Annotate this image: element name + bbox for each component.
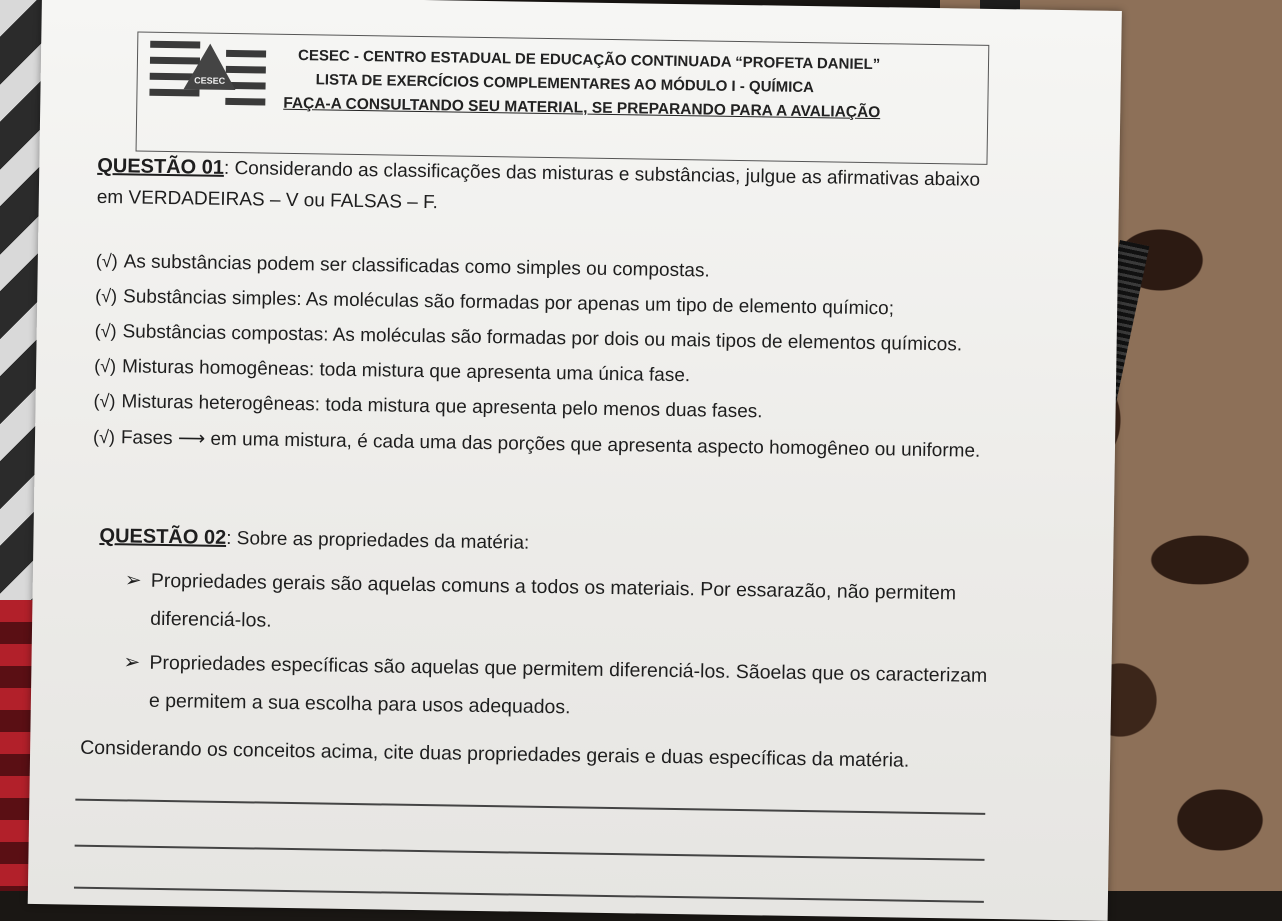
property-general-line1: Propriedades gerais são aquelas comuns a todos os materiais. Por essarazão, não permitem (150, 569, 957, 605)
statement-text: Fases ⟶ em uma mistura, é cada uma das porções que apresenta aspecto homogêneo ou uniforme. (120, 427, 981, 462)
question-02-prompt-text: : Sobre as propriedades da matéria: (226, 527, 530, 554)
bullet-arrow: ➢ (123, 651, 141, 674)
statement-item (93, 391, 762, 424)
statement-text: Substâncias simples: As moléculas são formadas por apenas um tipo de elemento químico; (122, 286, 895, 320)
statement-item (96, 251, 710, 283)
question-01-prompt-line2: em VERDADEIRAS – V ou FALSAS – F. (96, 186, 439, 214)
logo-stripe (149, 89, 199, 97)
statement-text: Misturas homogêneas: toda mistura que apresenta uma única fase. (121, 356, 691, 387)
answer-line[interactable] (74, 887, 984, 903)
logo-stripe (225, 98, 265, 106)
checkmark-answer: (√) (94, 320, 117, 342)
answer-line[interactable] (75, 845, 985, 861)
worksheet-instruction: FAÇA-A CONSULTANDO SEU MATERIAL, SE PREPARANDO PARA A AVALIAÇÃO (283, 94, 881, 122)
statement-item (95, 321, 963, 357)
school-logo (145, 39, 266, 113)
question-02-task: Considerando os conceitos acima, cite duas propriedades gerais e duas específicas da matéria. (79, 736, 910, 772)
question-01-title: QUESTÃO 01 (97, 154, 225, 179)
checkmark-answer: (√) (93, 390, 116, 412)
logo-text: CESEC (194, 75, 226, 86)
worksheet-subtitle: LISTA DE EXERCÍCIOS COMPLEMENTARES AO MÓDULO I - QUÍMICA (315, 71, 815, 97)
statement-text: As substâncias podem ser classificadas como simples ou compostas. (123, 251, 710, 282)
statement-text: Misturas heterogêneas: toda mistura que apresenta pelo menos duas fases. (121, 391, 763, 423)
statement-item (95, 286, 894, 321)
checkmark-answer: (√) (95, 250, 118, 272)
question-02-title: QUESTÃO 02 (99, 524, 227, 549)
worksheet-header (136, 32, 990, 165)
statement-item (93, 426, 981, 463)
answer-line[interactable] (75, 799, 985, 815)
question-02-prompt (99, 525, 529, 555)
property-specific-line1: Propriedades específicas são aquelas que permitem diferenciá-los. Sãoelas que os caracterizam (149, 651, 988, 687)
school-name: CESEC - CENTRO ESTADUAL DE EDUCAÇÃO CONTINUADA “PROFETA DANIEL” (297, 47, 881, 74)
worksheet-paper (28, 0, 1122, 921)
statement-item (94, 356, 690, 387)
checkmark-answer: (√) (95, 285, 118, 307)
checkmark-answer: (√) (94, 355, 117, 377)
statement-text: Substâncias compostas: As moléculas são formadas por dois ou mais tipos de elementos químicos. (122, 321, 963, 356)
question-01-prompt-text: : Considerando as classificações das misturas e substâncias, julgue as afirmativas abaixo (223, 157, 981, 191)
checkmark-answer: (√) (92, 426, 116, 448)
property-general-line2: diferenciá-los. (150, 607, 272, 632)
property-specific-line2: e permitem a sua escolha para usos adequados. (148, 689, 571, 719)
bullet-arrow: ➢ (124, 569, 142, 592)
